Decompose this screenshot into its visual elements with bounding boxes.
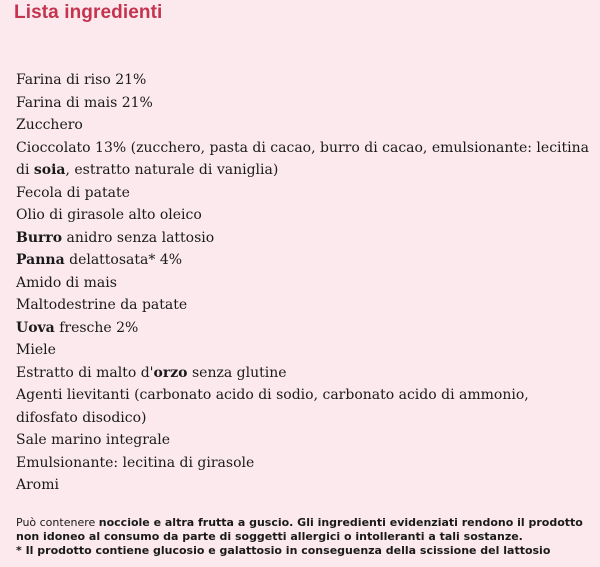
page-title: Lista ingredienti	[14, 2, 163, 23]
ingredient-item: Panna delattosata* 4%	[16, 252, 183, 268]
ingredient-item: Sale marino integrale	[16, 432, 171, 448]
ingredient-item: Zucchero	[16, 117, 83, 133]
ingredient-item: Miele	[16, 342, 56, 358]
ingredient-item: Agenti lievitanti (carbonato acido di sodio, carbonato acido di ammonio, difosfato disodico)	[16, 387, 529, 426]
ingredient-item: Burro anidro senza lattosio	[16, 229, 215, 246]
allergen-warning: Può contenere nocciole e altra frutta a guscio. Gli ingredienti evidenziati rendono il prodotto non idoneo al consumo da parte di soggetti allergici o intolleranti a tali sostanze.	[16, 516, 583, 543]
ingredient-item: Farina di riso 21%	[16, 72, 147, 88]
ingredient-item: Cioccolato 13% (zucchero, pasta di cacao, burro di cacao, emulsionante: lecitina di soia, estratto naturale di vaniglia)	[16, 139, 589, 178]
ingredient-item: Uova fresche 2%	[16, 319, 139, 336]
ingredient-item: Emulsionante: lecitina di girasole	[16, 454, 255, 471]
ingredient-item: Farina di mais 21%	[16, 94, 153, 111]
ingredient-item: Olio di girasole alto oleico	[16, 207, 202, 223]
ingredient-item: Fecola di patate	[16, 184, 130, 201]
allergen-note	[16, 516, 594, 558]
lactose-note: * Il prodotto contiene glucosio e galattosio in conseguenza della scissione del lattosio	[16, 544, 551, 557]
ingredient-item: Estratto di malto d'orzo senza glutine	[16, 364, 287, 381]
ingredient-item: Aromi	[16, 477, 59, 493]
ingredient-list	[16, 69, 591, 497]
ingredient-item: Maltodestrine da patate	[16, 297, 188, 313]
ingredient-item: Amido di mais	[16, 274, 117, 291]
